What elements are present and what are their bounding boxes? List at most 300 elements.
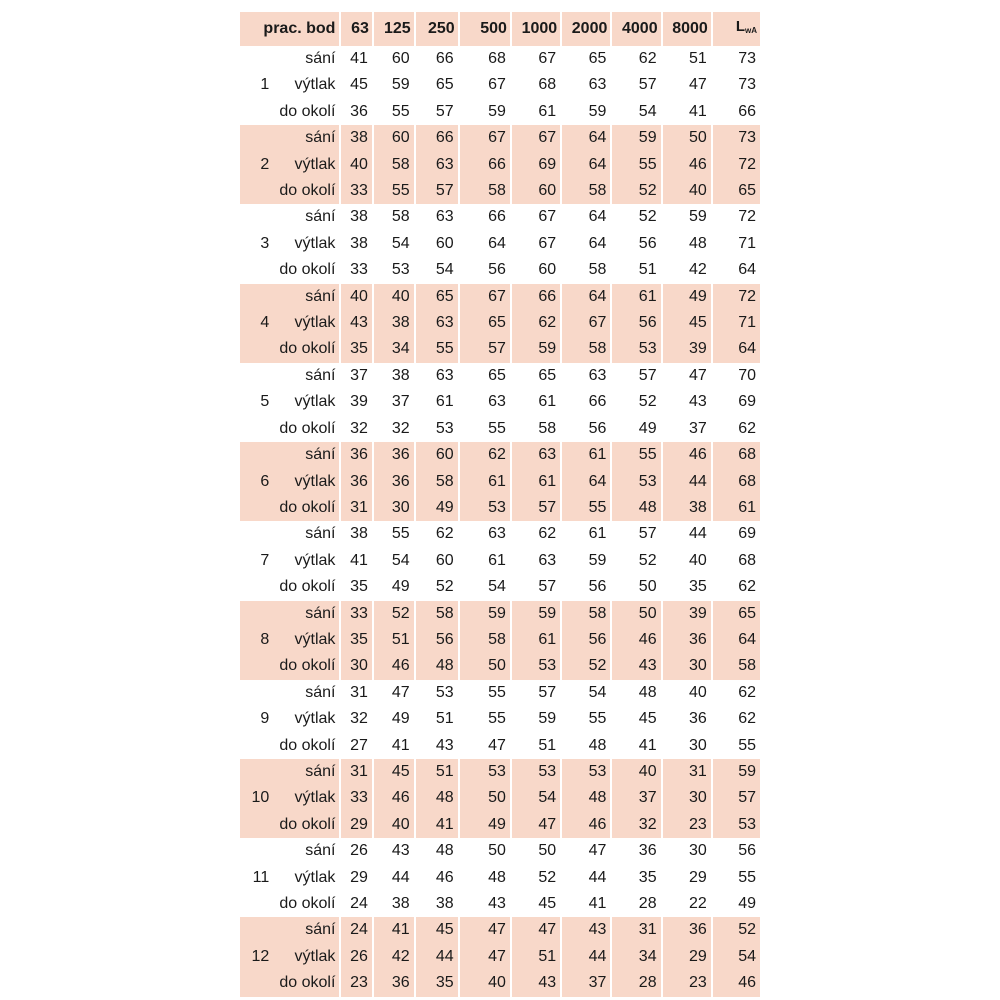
table-row (240, 257, 760, 283)
value-cell-250: 53 (415, 680, 459, 706)
measurement-type-label: výtlak (269, 469, 340, 495)
value-cell-63: 33 (340, 601, 372, 627)
table-row (240, 99, 760, 125)
value-cell-4000: 45 (611, 706, 661, 732)
value-cell-250: 48 (415, 838, 459, 864)
value-cell-2000: 41 (561, 891, 611, 917)
value-cell-2000: 46 (561, 812, 611, 838)
value-cell-8000: 38 (662, 495, 712, 521)
value-cell-2000: 52 (561, 653, 611, 679)
operating-point-number: 8 (240, 601, 269, 680)
value-cell-4000: 28 (611, 891, 661, 917)
value-cell-500: 54 (459, 574, 511, 600)
table-row (240, 231, 760, 257)
table-row (240, 838, 760, 864)
operating-point-number: 10 (240, 759, 269, 838)
table-row (240, 706, 760, 732)
value-cell-lwa: 68 (712, 469, 760, 495)
value-cell-63: 33 (340, 257, 372, 283)
value-cell-500: 53 (459, 495, 511, 521)
value-cell-250: 57 (415, 178, 459, 204)
value-cell-1000: 52 (511, 865, 561, 891)
value-cell-4000: 37 (611, 785, 661, 811)
value-cell-2000: 48 (561, 785, 611, 811)
value-cell-500: 67 (459, 284, 511, 310)
value-cell-250: 66 (415, 46, 459, 72)
value-cell-4000: 57 (611, 363, 661, 389)
value-cell-4000: 43 (611, 653, 661, 679)
value-cell-125: 38 (373, 310, 415, 336)
value-cell-4000: 53 (611, 336, 661, 362)
operating-point-number: 11 (252, 868, 270, 886)
value-cell-4000: 41 (611, 733, 661, 759)
value-cell-125: 32 (373, 416, 415, 442)
value-cell-125: 40 (373, 284, 415, 310)
value-cell-500: 58 (459, 627, 511, 653)
operating-point-number: 9 (260, 710, 270, 728)
value-cell-2000: 64 (561, 284, 611, 310)
value-cell-lwa: 73 (712, 125, 760, 151)
table-row (240, 970, 760, 996)
value-cell-8000: 43 (662, 389, 712, 415)
measurement-type-label: do okolí (279, 261, 336, 279)
value-cell-500: 48 (459, 865, 511, 891)
value-cell-125: 45 (373, 759, 415, 785)
table-row (240, 944, 760, 970)
measurement-type-label: sání (269, 759, 340, 785)
value-cell-4000: 51 (611, 257, 661, 283)
value-cell-8000: 23 (662, 812, 712, 838)
value-cell-500: 43 (459, 891, 511, 917)
value-cell-lwa: 65 (712, 601, 760, 627)
value-cell-125: 36 (373, 442, 415, 468)
value-cell-1000: 63 (511, 442, 561, 468)
measurement-type-label: výtlak (294, 551, 336, 569)
value-cell-125: 46 (373, 785, 415, 811)
value-cell-500: 47 (459, 733, 511, 759)
value-cell-250: 63 (415, 204, 459, 230)
value-cell-125: 49 (373, 706, 415, 732)
value-cell-125: 60 (373, 46, 415, 72)
value-cell-125: 36 (373, 970, 415, 996)
operating-point-number: 12 (240, 917, 269, 996)
value-cell-lwa: 52 (712, 917, 760, 943)
measurement-type-label: výtlak (294, 234, 336, 252)
value-cell-8000: 46 (662, 152, 712, 178)
value-cell-4000: 55 (611, 442, 661, 468)
operating-point-number: 2 (240, 125, 269, 204)
table-row (240, 865, 760, 891)
value-cell-8000: 23 (662, 970, 712, 996)
value-cell-8000: 50 (662, 125, 712, 151)
table-row (240, 72, 760, 98)
value-cell-lwa: 73 (712, 46, 760, 72)
value-cell-8000: 48 (662, 231, 712, 257)
value-cell-lwa: 72 (712, 152, 760, 178)
value-cell-lwa: 49 (712, 891, 760, 917)
value-cell-125: 51 (373, 627, 415, 653)
value-cell-1000: 62 (511, 521, 561, 547)
header-lwa-sub: wA (745, 26, 757, 35)
table-row (240, 759, 760, 785)
measurement-type-label: do okolí (279, 419, 336, 437)
measurement-type-label: do okolí (279, 895, 336, 912)
value-cell-250: 38 (415, 891, 459, 917)
value-cell-lwa: 58 (712, 653, 760, 679)
value-cell-4000: 62 (611, 46, 661, 72)
value-cell-63: 41 (340, 548, 372, 574)
value-cell-500: 65 (459, 310, 511, 336)
value-cell-4000: 56 (611, 231, 661, 257)
value-cell-lwa: 69 (712, 521, 760, 547)
value-cell-lwa: 68 (712, 442, 760, 468)
value-cell-2000: 65 (561, 46, 611, 72)
value-cell-1000: 45 (511, 891, 561, 917)
value-cell-1000: 61 (511, 627, 561, 653)
measurement-type-label: sání (305, 208, 336, 226)
value-cell-500: 67 (459, 125, 511, 151)
value-cell-1000: 68 (511, 72, 561, 98)
value-cell-2000: 63 (561, 363, 611, 389)
value-cell-63: 31 (340, 759, 372, 785)
value-cell-500: 50 (459, 785, 511, 811)
value-cell-63: 33 (340, 785, 372, 811)
value-cell-250: 54 (415, 257, 459, 283)
value-cell-lwa: 54 (712, 944, 760, 970)
value-cell-125: 36 (373, 469, 415, 495)
value-cell-1000: 67 (511, 46, 561, 72)
value-cell-4000: 48 (611, 495, 661, 521)
value-cell-8000: 51 (662, 46, 712, 72)
value-cell-125: 46 (373, 653, 415, 679)
value-cell-2000: 64 (561, 204, 611, 230)
value-cell-250: 56 (415, 627, 459, 653)
header-band-2000: 2000 (561, 12, 611, 46)
value-cell-1000: 61 (511, 389, 561, 415)
value-cell-lwa: 64 (712, 336, 760, 362)
value-cell-2000: 47 (561, 838, 611, 864)
header-band-1000: 1000 (511, 12, 561, 46)
value-cell-4000: 53 (611, 469, 661, 495)
value-cell-125: 55 (373, 99, 415, 125)
value-cell-500: 64 (459, 231, 511, 257)
table-row (240, 733, 760, 759)
measurement-type-label: sání (305, 50, 336, 67)
value-cell-1000: 43 (511, 970, 561, 996)
value-cell-125: 47 (373, 680, 415, 706)
value-cell-lwa: 61 (712, 495, 760, 521)
value-cell-2000: 64 (561, 231, 611, 257)
value-cell-1000: 60 (511, 178, 561, 204)
value-cell-8000: 49 (662, 284, 712, 310)
value-cell-63: 35 (340, 574, 372, 600)
value-cell-250: 51 (415, 759, 459, 785)
table-row (240, 548, 760, 574)
value-cell-1000: 59 (511, 336, 561, 362)
table-body (240, 46, 760, 997)
measurement-type-label: do okolí (269, 812, 340, 838)
value-cell-2000: 56 (561, 574, 611, 600)
value-cell-250: 63 (415, 152, 459, 178)
measurement-type-label: výtlak (269, 152, 340, 178)
value-cell-4000: 34 (611, 944, 661, 970)
value-cell-125: 49 (373, 574, 415, 600)
value-cell-125: 60 (373, 125, 415, 151)
value-cell-63: 36 (340, 442, 372, 468)
value-cell-1000: 66 (511, 284, 561, 310)
value-cell-4000: 48 (611, 680, 661, 706)
value-cell-500: 62 (459, 442, 511, 468)
value-cell-8000: 31 (662, 759, 712, 785)
value-cell-8000: 44 (662, 521, 712, 547)
value-cell-4000: 50 (611, 601, 661, 627)
value-cell-63: 36 (340, 469, 372, 495)
value-cell-4000: 28 (611, 970, 661, 996)
value-cell-1000: 50 (511, 838, 561, 864)
value-cell-1000: 47 (511, 917, 561, 943)
value-cell-1000: 51 (511, 944, 561, 970)
value-cell-lwa: 57 (712, 785, 760, 811)
value-cell-250: 48 (415, 785, 459, 811)
value-cell-4000: 49 (611, 416, 661, 442)
value-cell-125: 37 (373, 389, 415, 415)
value-cell-4000: 32 (611, 812, 661, 838)
value-cell-500: 55 (459, 416, 511, 442)
value-cell-8000: 30 (662, 838, 712, 864)
value-cell-2000: 59 (561, 99, 611, 125)
table-row (240, 152, 760, 178)
header-band-125: 125 (373, 12, 415, 46)
value-cell-4000: 54 (611, 99, 661, 125)
header-lwa-main: L (735, 18, 745, 35)
value-cell-2000: 63 (561, 72, 611, 98)
measurement-type-label: sání (305, 842, 336, 860)
value-cell-125: 41 (373, 917, 415, 943)
value-cell-2000: 56 (561, 627, 611, 653)
table-row (240, 46, 760, 72)
value-cell-8000: 41 (662, 99, 712, 125)
value-cell-500: 47 (459, 944, 511, 970)
value-cell-1000: 58 (511, 416, 561, 442)
value-cell-2000: 59 (561, 548, 611, 574)
value-cell-2000: 55 (561, 495, 611, 521)
operating-point-number: 7 (260, 551, 270, 569)
table-row (240, 574, 760, 600)
value-cell-250: 53 (415, 416, 459, 442)
operating-point-number: 3 (260, 234, 270, 252)
value-cell-125: 54 (373, 548, 415, 574)
value-cell-4000: 56 (611, 310, 661, 336)
value-cell-1000: 59 (511, 706, 561, 732)
value-cell-lwa: 53 (712, 812, 760, 838)
value-cell-125: 55 (373, 178, 415, 204)
value-cell-250: 57 (415, 99, 459, 125)
value-cell-lwa: 62 (712, 574, 760, 600)
value-cell-63: 38 (340, 231, 372, 257)
value-cell-8000: 30 (662, 733, 712, 759)
value-cell-2000: 58 (561, 257, 611, 283)
value-cell-4000: 52 (611, 204, 661, 230)
table-row (240, 601, 760, 627)
table-row (240, 653, 760, 679)
value-cell-lwa: 46 (712, 970, 760, 996)
value-cell-2000: 64 (561, 469, 611, 495)
measurement-type-label: sání (305, 366, 336, 384)
value-cell-500: 63 (459, 389, 511, 415)
value-cell-63: 32 (340, 416, 372, 442)
value-cell-250: 58 (415, 469, 459, 495)
value-cell-lwa: 71 (712, 231, 760, 257)
value-cell-63: 36 (340, 99, 372, 125)
value-cell-8000: 35 (662, 574, 712, 600)
table-row (240, 204, 760, 230)
value-cell-8000: 40 (662, 178, 712, 204)
value-cell-250: 44 (415, 944, 459, 970)
measurement-type-label: sání (269, 125, 340, 151)
table-row (240, 336, 760, 362)
value-cell-8000: 36 (662, 627, 712, 653)
header-band-8000: 8000 (662, 12, 712, 46)
value-cell-500: 58 (459, 178, 511, 204)
table-row (240, 310, 760, 336)
value-cell-500: 61 (459, 469, 511, 495)
value-cell-63: 40 (340, 284, 372, 310)
measurement-type-label: sání (305, 525, 336, 543)
value-cell-63: 32 (340, 706, 372, 732)
table-row (240, 442, 760, 468)
value-cell-4000: 52 (611, 178, 661, 204)
value-cell-1000: 57 (511, 680, 561, 706)
measurement-type-label: do okolí (269, 653, 340, 679)
value-cell-lwa: 62 (712, 416, 760, 442)
value-cell-4000: 46 (611, 627, 661, 653)
value-cell-250: 52 (415, 574, 459, 600)
value-cell-lwa: 55 (712, 733, 760, 759)
value-cell-1000: 62 (511, 310, 561, 336)
value-cell-lwa: 56 (712, 838, 760, 864)
value-cell-2000: 64 (561, 152, 611, 178)
value-cell-8000: 42 (662, 257, 712, 283)
value-cell-8000: 46 (662, 442, 712, 468)
measurement-type-label: sání (269, 442, 340, 468)
value-cell-125: 53 (373, 257, 415, 283)
value-cell-63: 43 (340, 310, 372, 336)
value-cell-1000: 69 (511, 152, 561, 178)
value-cell-63: 33 (340, 178, 372, 204)
value-cell-500: 40 (459, 970, 511, 996)
value-cell-500: 68 (459, 46, 511, 72)
value-cell-250: 51 (415, 706, 459, 732)
value-cell-125: 43 (373, 838, 415, 864)
measurement-type-label: výtlak (269, 944, 340, 970)
value-cell-2000: 58 (561, 178, 611, 204)
value-cell-63: 35 (340, 336, 372, 362)
value-cell-2000: 53 (561, 759, 611, 785)
header-lwa (712, 12, 760, 46)
table-row (240, 785, 760, 811)
value-cell-8000: 40 (662, 548, 712, 574)
value-cell-63: 29 (340, 812, 372, 838)
value-cell-8000: 39 (662, 601, 712, 627)
measurement-type-label: výtlak (294, 393, 336, 411)
value-cell-8000: 29 (662, 865, 712, 891)
value-cell-8000: 44 (662, 469, 712, 495)
value-cell-8000: 59 (662, 204, 712, 230)
value-cell-500: 59 (459, 99, 511, 125)
value-cell-4000: 55 (611, 152, 661, 178)
value-cell-1000: 65 (511, 363, 561, 389)
value-cell-250: 62 (415, 521, 459, 547)
header-operating-point: prac. bod (240, 12, 340, 46)
measurement-type-label: do okolí (279, 578, 336, 596)
value-cell-500: 47 (459, 917, 511, 943)
table-row (240, 363, 760, 389)
value-cell-1000: 63 (511, 548, 561, 574)
measurement-type-label: výtlak (294, 710, 336, 728)
value-cell-125: 44 (373, 865, 415, 891)
value-cell-lwa: 70 (712, 363, 760, 389)
value-cell-125: 55 (373, 521, 415, 547)
value-cell-250: 63 (415, 363, 459, 389)
value-cell-250: 60 (415, 231, 459, 257)
value-cell-2000: 54 (561, 680, 611, 706)
value-cell-1000: 61 (511, 469, 561, 495)
value-cell-lwa: 72 (712, 204, 760, 230)
value-cell-2000: 37 (561, 970, 611, 996)
value-cell-250: 60 (415, 442, 459, 468)
value-cell-250: 60 (415, 548, 459, 574)
value-cell-2000: 44 (561, 865, 611, 891)
value-cell-125: 52 (373, 601, 415, 627)
value-cell-63: 29 (340, 865, 372, 891)
measurement-type-label: do okolí (269, 970, 340, 996)
value-cell-8000: 36 (662, 917, 712, 943)
value-cell-63: 40 (340, 152, 372, 178)
value-cell-4000: 57 (611, 72, 661, 98)
value-cell-8000: 40 (662, 680, 712, 706)
value-cell-125: 42 (373, 944, 415, 970)
operating-point-number: 6 (240, 442, 269, 521)
value-cell-63: 38 (340, 521, 372, 547)
value-cell-4000: 40 (611, 759, 661, 785)
value-cell-8000: 22 (662, 891, 712, 917)
header-band-63: 63 (340, 12, 372, 46)
value-cell-2000: 67 (561, 310, 611, 336)
value-cell-125: 58 (373, 204, 415, 230)
measurement-type-label: výtlak (269, 310, 340, 336)
value-cell-500: 50 (459, 653, 511, 679)
value-cell-lwa: 65 (712, 178, 760, 204)
value-cell-4000: 52 (611, 548, 661, 574)
value-cell-1000: 54 (511, 785, 561, 811)
value-cell-4000: 36 (611, 838, 661, 864)
value-cell-500: 53 (459, 759, 511, 785)
value-cell-500: 66 (459, 204, 511, 230)
value-cell-8000: 30 (662, 785, 712, 811)
value-cell-1000: 67 (511, 125, 561, 151)
operating-point-number: 4 (240, 284, 269, 363)
value-cell-2000: 58 (561, 601, 611, 627)
value-cell-lwa: 68 (712, 548, 760, 574)
value-cell-4000: 50 (611, 574, 661, 600)
value-cell-63: 41 (340, 46, 372, 72)
value-cell-lwa: 62 (712, 706, 760, 732)
header-row (240, 12, 760, 46)
value-cell-500: 63 (459, 521, 511, 547)
value-cell-250: 35 (415, 970, 459, 996)
table-row (240, 495, 760, 521)
value-cell-500: 50 (459, 838, 511, 864)
